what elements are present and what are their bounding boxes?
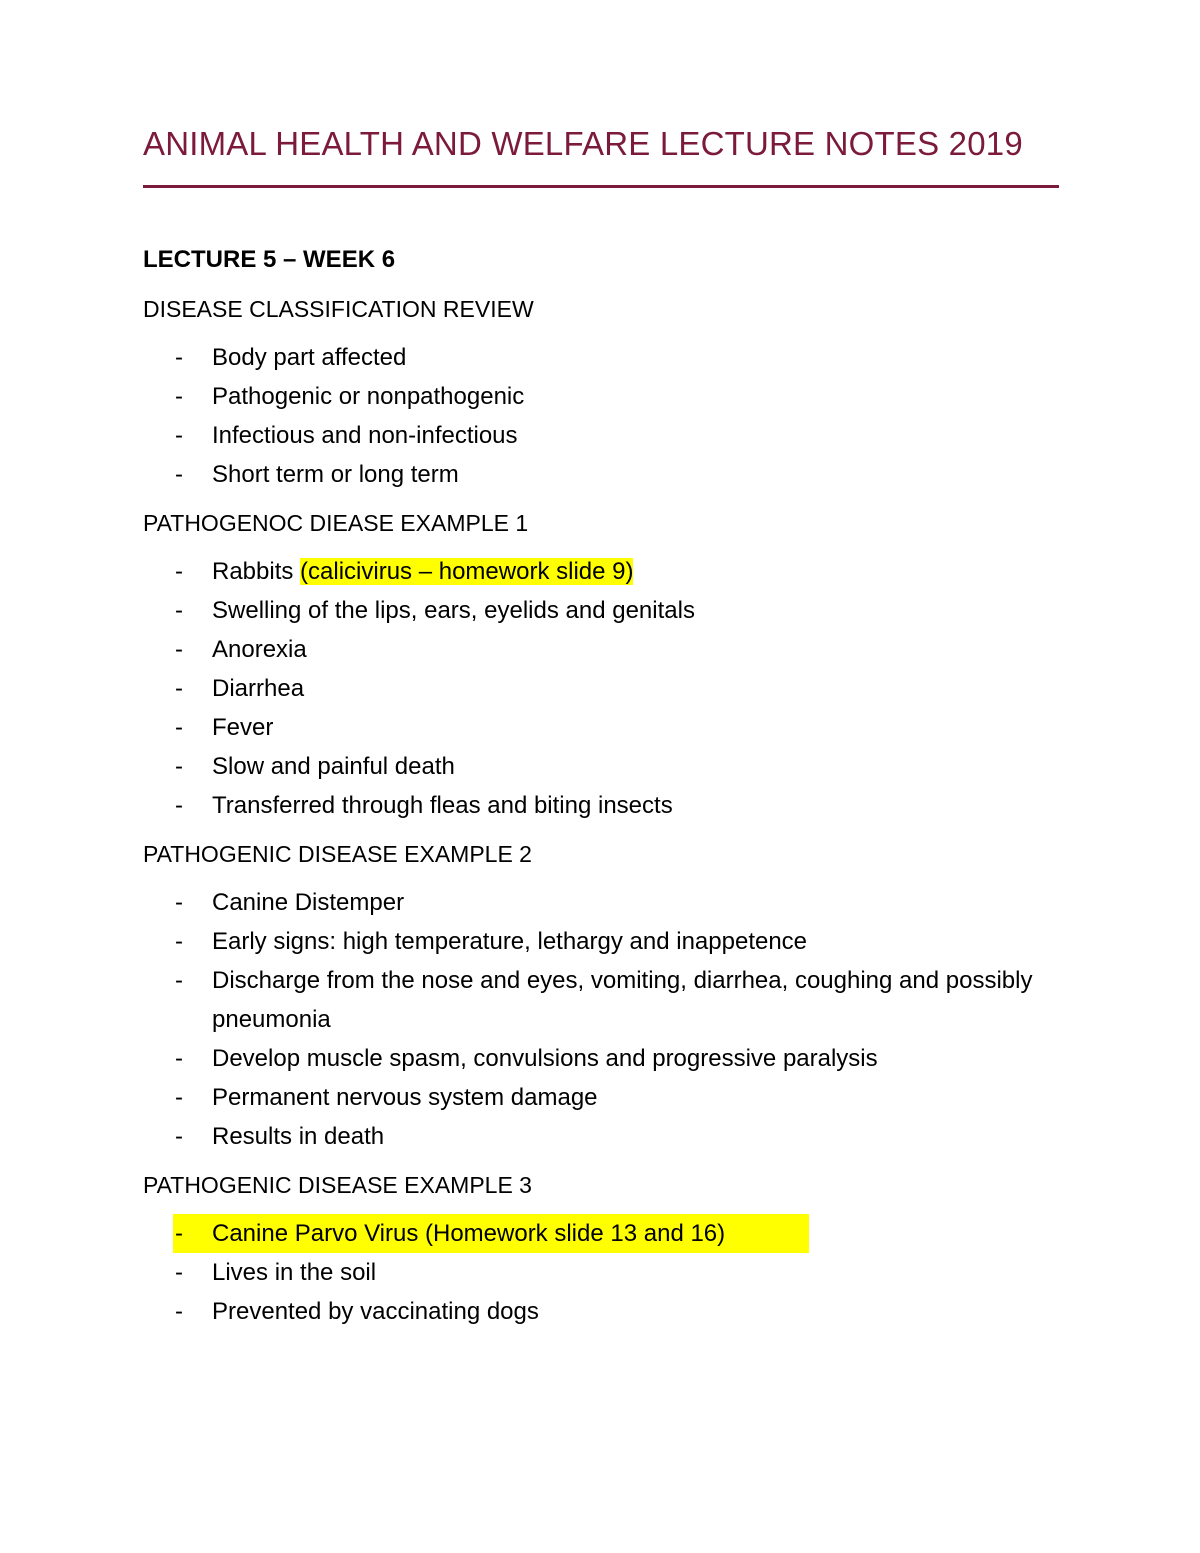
- section-heading: DISEASE CLASSIFICATION REVIEW: [143, 296, 534, 322]
- bullet-dash: -: [175, 636, 183, 663]
- list-item-text: Slow and painful death: [212, 753, 455, 780]
- list-item: [143, 708, 1059, 747]
- list-item-text: Infectious and non-infectious: [212, 422, 518, 449]
- list-item-text: Lives in the soil: [212, 1259, 377, 1286]
- list-item-text: Discharge from the nose and eyes, vomiting, diarrhea, coughing and possibly pneumonia: [212, 967, 1033, 1033]
- bullet-dash: -: [175, 597, 183, 624]
- bullet-dash: -: [175, 1123, 183, 1150]
- list-item: [143, 630, 1059, 669]
- list-item: [143, 455, 1059, 494]
- list-item-text: Diarrhea: [212, 675, 305, 702]
- list-item: [143, 1078, 1059, 1117]
- section-heading: PATHOGENIC DISEASE EXAMPLE 2: [143, 841, 532, 867]
- list-item-text: Rabbits: [212, 558, 301, 585]
- list-item-text: Early signs: high temperature, lethargy and inappetence: [212, 928, 808, 955]
- bullet-dash: -: [175, 889, 183, 916]
- bullet-list: [143, 338, 1059, 494]
- bullet-dash: -: [175, 422, 183, 449]
- list-item: [143, 377, 1059, 416]
- list-item-text: Canine Parvo Virus (Homework slide 13 and 16): [212, 1220, 726, 1247]
- list-item-text: Prevented by vaccinating dogs: [212, 1298, 539, 1325]
- lecture-heading: LECTURE 5 – WEEK 6: [143, 246, 396, 273]
- list-item: [143, 1292, 1059, 1331]
- list-item-text: Anorexia: [212, 636, 307, 663]
- list-item-text: Canine Distemper: [212, 889, 405, 916]
- list-item: [143, 961, 1059, 1039]
- bullet-dash: -: [175, 714, 183, 741]
- list-item: [143, 1253, 1059, 1292]
- list-item: [143, 922, 1059, 961]
- list-item-text: Short term or long term: [212, 461, 459, 488]
- document-body: [143, 240, 1059, 1341]
- list-item: [143, 669, 1059, 708]
- bullet-dash: -: [175, 344, 183, 371]
- bullet-dash: -: [175, 383, 183, 410]
- list-item-text: Permanent nervous system damage: [212, 1084, 598, 1111]
- bullet-dash: -: [175, 558, 183, 585]
- bullet-dash: -: [175, 1045, 183, 1072]
- bullet-list: [143, 1214, 1059, 1331]
- list-item: [143, 747, 1059, 786]
- bullet-dash: -: [175, 1298, 183, 1325]
- bullet-list: [143, 883, 1059, 1156]
- bullet-dash: -: [175, 792, 183, 819]
- list-item: [143, 338, 1059, 377]
- list-item-text: Fever: [212, 714, 274, 741]
- list-item-text: Transferred through fleas and biting insects: [212, 792, 673, 819]
- bullet-dash: -: [175, 675, 183, 702]
- bullet-dash: -: [175, 1084, 183, 1111]
- document-title: ANIMAL HEALTH AND WELFARE LECTURE NOTES 2019: [143, 125, 1023, 162]
- list-item-text: Develop muscle spasm, convulsions and progressive paralysis: [212, 1045, 878, 1072]
- section-heading: PATHOGENIC DISEASE EXAMPLE 3: [143, 1172, 532, 1198]
- list-item: [143, 552, 1059, 591]
- list-item: [143, 416, 1059, 455]
- bullet-dash: -: [175, 753, 183, 780]
- list-item-text: Results in death: [212, 1123, 385, 1150]
- list-item: [143, 786, 1059, 825]
- list-item-text: Body part affected: [212, 344, 407, 371]
- section-heading: PATHOGENOC DIEASE EXAMPLE 1: [143, 510, 529, 536]
- list-item: [143, 1039, 1059, 1078]
- bullet-dash: -: [175, 967, 183, 994]
- highlighted-note: (calicivirus – homework slide 9): [300, 558, 634, 585]
- highlighted-list-item: [143, 1214, 1059, 1253]
- list-item: [143, 883, 1059, 922]
- list-item: [143, 591, 1059, 630]
- bullet-dash: -: [175, 461, 183, 488]
- list-item-text: Pathogenic or nonpathogenic: [212, 383, 525, 410]
- bullet-dash: -: [175, 1259, 183, 1286]
- list-item-text: Swelling of the lips, ears, eyelids and genitals: [212, 597, 695, 624]
- bullet-dash: -: [175, 928, 183, 955]
- title-divider: [143, 185, 1059, 188]
- bullet-dash: -: [175, 1220, 183, 1247]
- bullet-list: [143, 552, 1059, 825]
- list-item: [143, 1117, 1059, 1156]
